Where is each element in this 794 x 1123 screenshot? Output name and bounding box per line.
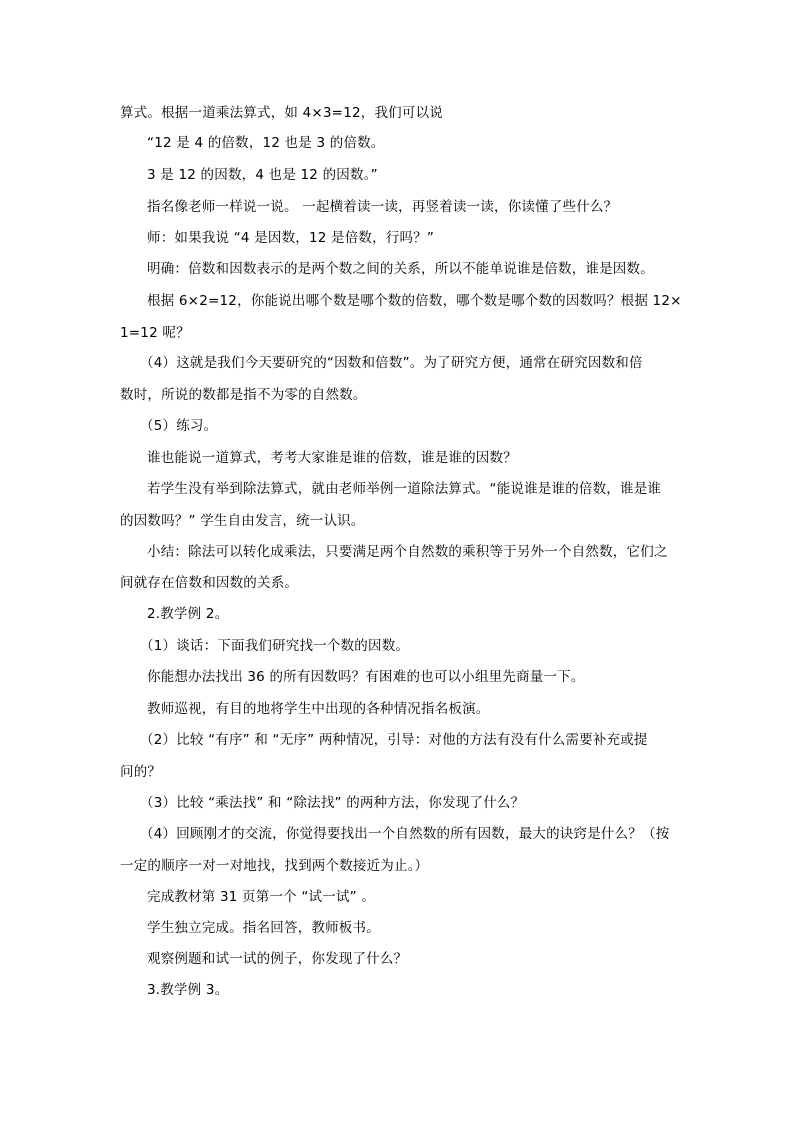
text-line: 的因数吗？” 学生自由发言，统一认识。	[120, 513, 365, 529]
text-line: “12 是 4 的倍数，12 也是 3 的倍数。	[147, 135, 385, 151]
section-heading: 2.教学例 2。	[147, 606, 229, 622]
text-line: 3 是 12 的因数，4 也是 12 的因数。”	[147, 167, 378, 183]
text-line: 1=12 呢？	[120, 325, 190, 341]
text-line: 指名像老师一样说一说。 一起横着读一读，再竖着读一读，你读懂了些什么？	[147, 199, 618, 215]
text-line: （4）这就是我们今天要研究的“因数和倍数”。为了研究方便，通常在研究因数和倍	[140, 355, 643, 371]
text-line: 谁也能说一道算式，考考大家谁是谁的倍数，谁是谁的因数？	[147, 450, 517, 466]
text-line: 明确：倍数和因数表示的是两个数之间的关系，所以不能单说谁是倍数，谁是因数。	[147, 261, 654, 277]
text-line: （5）练习。	[140, 418, 218, 434]
text-line: 师：如果我说 “4 是因数，12 是倍数，行吗？”	[147, 230, 435, 246]
text-line: 完成教材第 31 页第一个 “试一试” 。	[147, 889, 376, 905]
section-heading: 3.教学例 3。	[147, 982, 229, 998]
text-line: 算式。根据一道乘法算式，如 4×3=12，我们可以说	[120, 105, 443, 121]
text-line: （1）谈话：下面我们研究找一个数的因数。	[140, 638, 410, 654]
text-line: 问的？	[120, 764, 162, 780]
text-line: 观察例题和试一试的例子，你发现了什么？	[147, 951, 408, 967]
text-line: 数时，所说的数都是指不为零的自然数。	[120, 387, 367, 403]
text-line: （3）比较 “乘法找” 和 “除法找” 的两种方法，你发现了什么？	[140, 795, 525, 811]
text-line: 根据 6×2=12，你能说出哪个数是哪个数的倍数，哪个数是哪个数的因数吗？根据 12×	[147, 293, 682, 309]
text-line: 小结：除法可以转化成乘法，只要满足两个自然数的乘积等于另外一个自然数，它们之	[147, 544, 668, 560]
text-line: 你能想办法找出 36 的所有因数吗？有困难的也可以小组里先商量一下。	[147, 669, 585, 685]
text-line: 教师巡视，有目的地将学生中出现的各种情况指名板演。	[147, 701, 490, 717]
text-line: 若学生没有举到除法算式，就由老师举例一道除法算式。“能说谁是谁的倍数，谁是谁	[147, 481, 662, 497]
text-line: 学生独立完成。指名回答，教师板书。	[147, 920, 380, 936]
text-line: 一定的顺序一对一对地找，找到两个数接近为止。）	[120, 858, 429, 874]
text-line: （2）比较 “有序” 和 “无序” 两种情况，引导：对他的方法有没有什么需要补充或提	[140, 732, 648, 748]
text-line: 间就存在倍数和因数的关系。	[120, 575, 299, 591]
text-line: （4）回顾刚才的交流，你觉得要找出一个自然数的所有因数，最大的诀窍是什么？（按	[140, 826, 670, 842]
